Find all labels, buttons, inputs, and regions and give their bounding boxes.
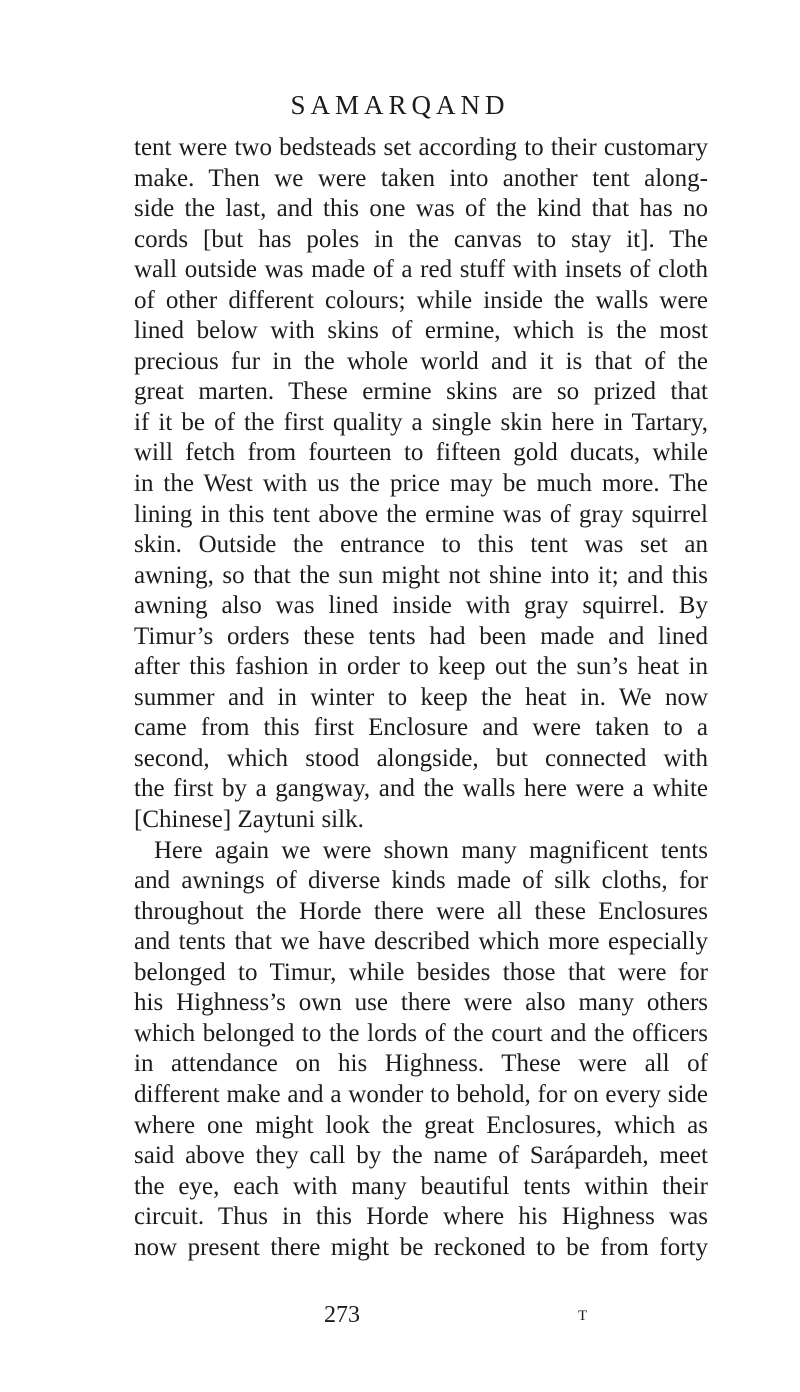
text-line: the first by a gangway, and the walls here were a white [134,775,708,803]
body-text [134,133,708,1263]
text-line: if it be of the first quality a single skin here in Tartary, [134,408,708,436]
text-line: the eye, each with many beautiful tents within their [134,1172,708,1200]
text-line: summer and in winter to keep the heat in. We now [134,683,708,711]
text-line: throughout the Horde there were all these Enclosures [134,897,708,925]
text-line: awning also was lined inside with gray squirrel. By [134,592,708,620]
text-line: great marten. These ermine skins are so prized that [134,378,708,406]
text-line: awning, so that the sun might not shine into it; and this [134,561,708,589]
text-line: his Highness’s own use there were also many others [134,989,708,1017]
text-line: of other different colours; while inside the walls were [134,286,708,314]
text-line: cords [but has poles in the canvas to stay it]. The [134,225,708,253]
text-line: said above they call by the name of Sarápardeh, meet [134,1142,708,1170]
text-line: lined below with skins of ermine, which is the most [134,317,708,345]
text-line: in attendance on his Highness. These were all of [134,1050,708,1078]
text-line: and tents that we have described which more especially [134,928,708,956]
text-line: different make and a wonder to behold, for on every side [134,1080,708,1108]
text-line: came from this first Enclosure and were taken to a [134,714,708,742]
text-line: where one might look the great Enclosures, which as [134,1111,708,1139]
text-line: now present there might be reckoned to be from forty [134,1233,708,1261]
text-line: tent were two bedsteads set according to their customary [134,134,708,161]
text-line: precious fur in the whole world and it is that of the [134,347,708,375]
text-line: will fetch from fourteen to fifteen gold ducats, while [134,439,708,467]
page-number: 273 [324,1302,360,1328]
text-line: circuit. Thus in this Horde where his Highness was [134,1203,708,1231]
text-line: skin. Outside the entrance to this tent was set an [134,531,708,559]
text-line: lining in this tent above the ermine was of gray squirrel [134,500,708,528]
signature-mark: T [578,1308,589,1324]
text-line: second, which stood alongside, but connected with [134,744,708,772]
page-footer [0,1300,800,1330]
text-line: which belonged to the lords of the court and the officers [134,1019,708,1047]
text-line: make. Then we were taken into another tent along- [134,164,708,192]
text-line: belonged to Timur, while besides those that were for [134,958,708,986]
text-line: Timur’s orders these tents had been made and lined [134,622,708,650]
text-line: wall outside was made of a red stuff with insets of cloth [134,256,708,284]
text-line: in the West with us the price may be much more. The [134,470,708,498]
text-line: after this fashion in order to keep out the sun’s heat in [134,653,708,681]
running-head: SAMARQAND [290,90,510,120]
text-line: [Chinese] Zaytuni silk. [134,806,364,834]
text-line: Here again we were shown many magnificent tents [154,836,708,864]
text-line: and awnings of diverse kinds made of silk cloths, for [134,867,708,895]
text-line: side the last, and this one was of the kind that has no [134,195,708,223]
